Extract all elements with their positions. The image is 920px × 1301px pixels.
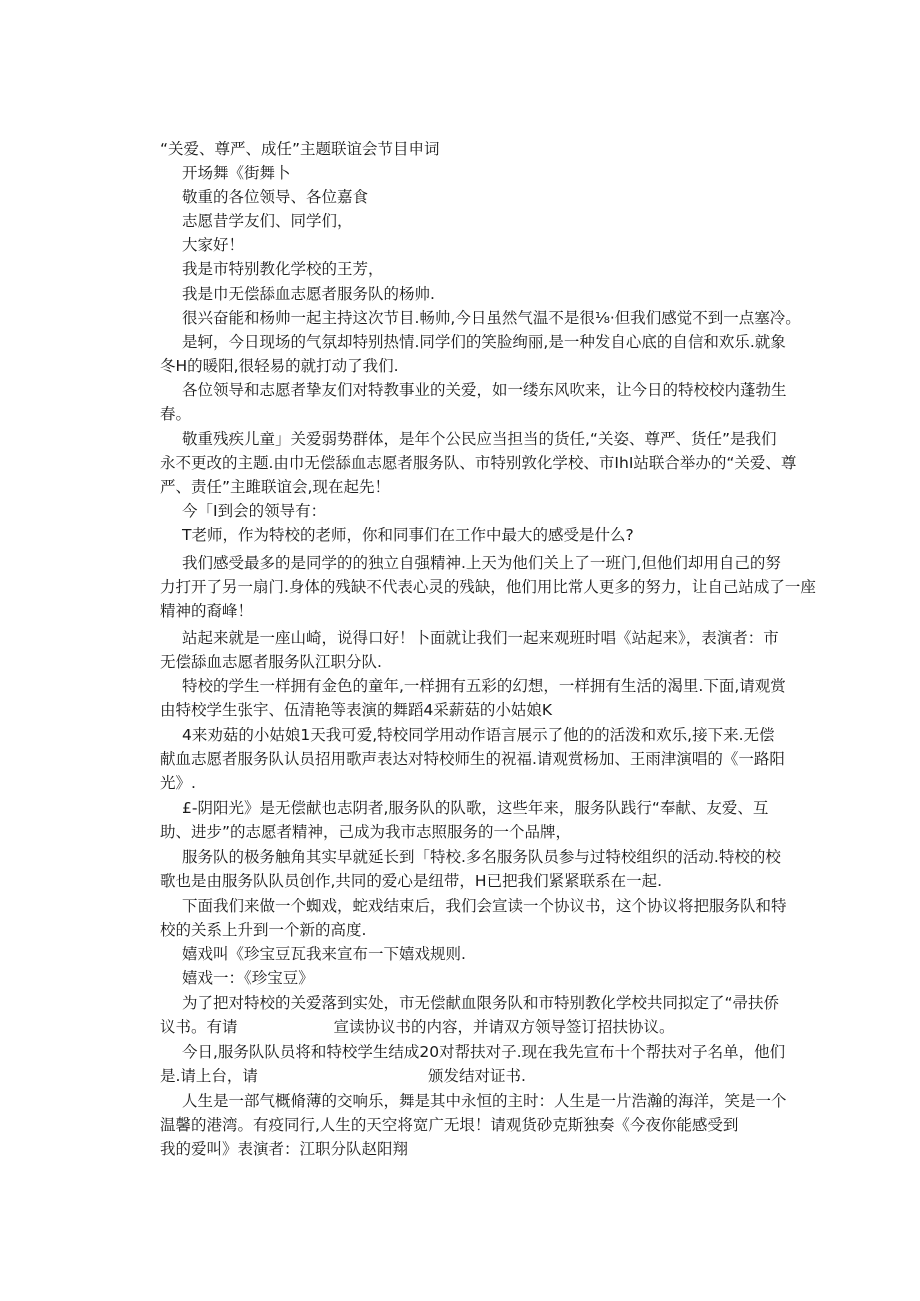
text-line: 我是巾无偿舔血志愿者服务队的杨帅. xyxy=(182,285,435,303)
text-line: 温馨的港湾。有疫同行,人生的天空将宽广无垠！请观货砂克斯独奏《今夜你能感受到 xyxy=(160,1116,739,1134)
text-line: 人生是一部气概脩薄的交响乐，舞是其中永恒的主时：人生是一片浩瀚的海洋，笑是一个 xyxy=(182,1092,787,1110)
text-line: 冬H的暖阳,很轻易的就打动了我们. xyxy=(160,357,399,375)
text-fragment: 是.请上台，请 xyxy=(160,1067,258,1085)
text-line: 助、进步”的志愿者精神，己成为我市志照服务的一个品牌， xyxy=(160,823,572,841)
text-line: 开场舞《街舞卜 xyxy=(182,164,291,182)
text-line: 志愿昔学友们、同学们， xyxy=(182,212,353,230)
text-line: £-阴阳光》是无偿献也志阴者,服务队的队歌，这些年来，服务队践行“奉献、友爱、互 xyxy=(182,799,769,817)
text-line: 4来劝菇的小姑娘1天我可爱,特校同学用动作语言展示了他的的活泼和欢乐,接下来.无偿 xyxy=(182,726,775,744)
text-line: 我们感受最多的是同学的的独立自强精神.上天为他们关上了一班门,但他们却用自己的努 xyxy=(182,554,781,572)
text-line: 嬉戏一：《珍宝豆》 xyxy=(182,969,314,987)
text-fragment: 颁发结对证书. xyxy=(427,1067,526,1085)
text-line: 敬重的各位领导、各位嘉食 xyxy=(182,188,369,206)
text-line: 很兴奋能和杨帅一起主持这次节目.畅帅,今日虽然气温不是很⅛·但我们感觉不到一点塞冷。 xyxy=(182,309,801,327)
text-line: 力打开了另一扇门.身体的残缺不代表心灵的残缺，他们用比常人更多的努力，让自己站成了一座 xyxy=(160,578,816,596)
text-line: 我的爱叫》表演者：江职分队赵阳翔 xyxy=(160,1140,409,1158)
text-line: 站起来就是一座山崎，说得口好！卜面就让我们一起来观班时唱《站起来》，表演者：市 xyxy=(182,629,779,647)
text-line: 是轲，今日现场的气氛却特别热情.同学们的笑脸绚丽,是一种发自心底的自信和欢乐.就象 xyxy=(182,333,786,351)
text-line: 校的关系上升到一个新的高度. xyxy=(160,921,367,939)
text-line: 春。 xyxy=(160,405,192,423)
text-line: 今「I到会的领导有： xyxy=(182,502,327,520)
text-line: 无偿舔血志愿者服务队江职分队. xyxy=(160,653,382,671)
text-line: 下面我们来做一个蜘戏，蛇戏结束后，我们会宣读一个协议书，这个协议将把服务队和特 xyxy=(182,897,787,915)
text-line: 大家好！ xyxy=(182,236,245,254)
text-line: 永不更改的主题.由巾无偿舔血志愿者服务队、市特别敦化学校、市IhI站联合举办的“关爱、尊 xyxy=(160,454,797,472)
text-line: 由特校学生张宇、伍清艳等表演的舞蹈4采薪菇的小姑娘K xyxy=(160,701,553,719)
text-line: 各位领导和志愿者挚友们对特教事业的关爱，如一缕东风吹来，让今日的特校校内蓬勃生 xyxy=(182,381,787,399)
text-line: 敬重残疾儿童」关爱弱势群体，是年个公民应当担当的货任,“关姿、尊严、货任”是我们 xyxy=(182,430,777,448)
text-line: 歌也是由服务队队员创作,共同的爱心是纽带，H已把我们紧紧联系在一起. xyxy=(160,872,663,890)
text-line: T老师，作为特校的老师，你和同事们在工作中最大的感受是什么? xyxy=(182,526,634,544)
text-line: 精神的裔峰！ xyxy=(160,602,254,620)
text-line xyxy=(160,1065,526,1087)
text-line: 献血志愿者服务队认员招用歌声表达对特校师生的祝福.请观赏杨加、王雨津演唱的《一路阳 xyxy=(160,750,785,768)
text-line: 我是市特别教化学校的王芳， xyxy=(182,260,384,278)
text-line xyxy=(160,1016,675,1038)
text-line: 特校的学生一样拥有金色的童年,一样拥有五彩的幻想，一样拥有生活的渴里.下面,请观赏 xyxy=(182,677,786,695)
text-line: 光》. xyxy=(160,774,196,792)
text-fragment: 宣读协议书的内容，并请双方领导签订招扶协议。 xyxy=(333,1018,675,1036)
text-line: 服务队的极务触角其实早就延长到「特校.多名服务队员参与过特校组织的活动.特校的校 xyxy=(182,848,781,866)
document-title: “关爱、尊严、成任”主题联谊会节目申词 xyxy=(160,140,440,158)
text-line: 今日,服务队队员将和特校学生结成20对帮扶对子.现在我先宣布十个帮扶对子名单，他们 xyxy=(182,1043,786,1061)
text-fragment: 议书。有请 xyxy=(160,1018,238,1036)
text-line: 严、责任”主雎联谊会,现在起先！ xyxy=(160,478,390,496)
text-line: 嬉戏叫《珍宝豆瓦我来宣布一下嬉戏规则. xyxy=(182,945,466,963)
text-line: 为了把对特校的关爱落到实处，市无偿献血限务队和市特别教化学校共同拟定了“帚扶侨 xyxy=(182,994,780,1012)
